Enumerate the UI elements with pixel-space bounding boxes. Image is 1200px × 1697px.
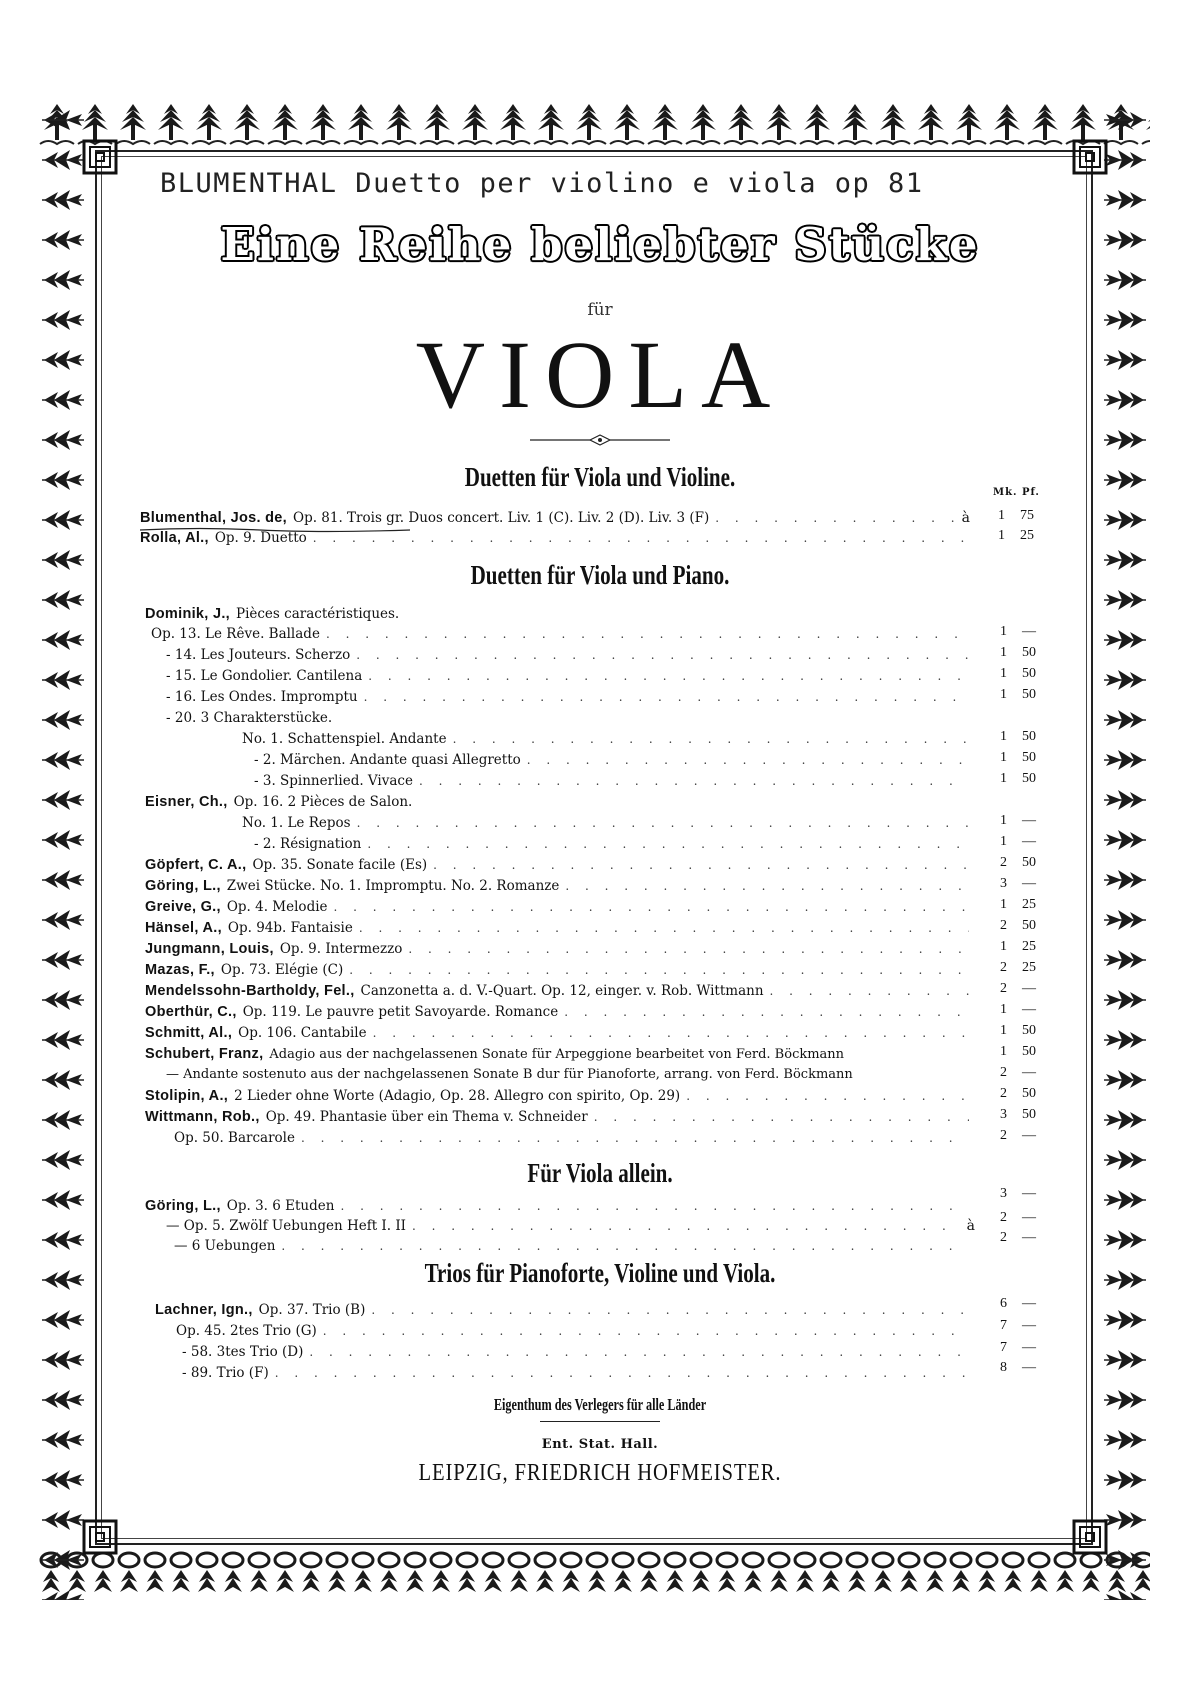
price-mk: 1 [1000, 729, 1007, 744]
leader-dots [527, 750, 969, 770]
entry-eisner-1 [236, 813, 975, 833]
work-description: - 2. Märchen. Andante quasi Allegretto [254, 752, 521, 768]
price-mk: 8 [1000, 1360, 1007, 1375]
work-description: Op. 50. Barcarole [174, 1130, 295, 1146]
work-description: Op. 37. Trio (B) [258, 1302, 366, 1318]
composer-name: Lachner, Ign., [155, 1302, 253, 1318]
entry-eisner-2 [248, 834, 975, 854]
price-pf: 75 [1020, 508, 1034, 523]
leader-dots [368, 666, 969, 686]
corner-ornament-top-left [78, 135, 122, 179]
entry-dominik-16 [160, 687, 975, 707]
price-pf: 25 [1022, 960, 1036, 975]
work-description: Canzonetta a. d. V.-Quart. Op. 12, einger. v. Rob. Wittmann [360, 983, 764, 999]
price-mk: 1 [1000, 624, 1007, 639]
work-description: - 2. Résignation [254, 836, 362, 852]
price-pf: — [1022, 1340, 1036, 1355]
each-mark: à [961, 510, 970, 526]
price-pf: — [1022, 834, 1036, 849]
work-description: Op. 9. Duetto [214, 530, 307, 546]
composer-name: Schubert, Franz, [145, 1046, 264, 1062]
price-mk: 1 [1000, 750, 1007, 765]
leader-dots [275, 1363, 969, 1383]
price-pf: — [1022, 1065, 1036, 1080]
leader-dots [357, 813, 969, 833]
ornamental-border-bottom [38, 1548, 1150, 1600]
leader-dots [281, 1236, 969, 1256]
leader-dots [334, 897, 969, 917]
leader-dots [367, 834, 969, 854]
leader-dots [419, 771, 969, 791]
composer-name: Eisner, Ch., [145, 794, 228, 810]
work-description: - 89. Trio (F) [182, 1365, 269, 1381]
price-pf: 50 [1022, 1107, 1036, 1122]
subtitle-fur: für [587, 300, 613, 320]
work-description: - 16. Les Ondes. Impromptu [166, 689, 358, 705]
work-description: Op. 106. Cantabile [238, 1025, 367, 1041]
price-pf: — [1022, 1318, 1036, 1333]
entry-dominik [145, 604, 975, 624]
leader-dots [356, 645, 969, 665]
leader-dots [371, 1300, 969, 1320]
composer-name: Mazas, F., [145, 962, 215, 978]
ornamental-border-top [38, 100, 1150, 150]
section-heading-violine: Duetten für Viola und Violine. [464, 462, 736, 492]
price-mk: 1 [1000, 813, 1007, 828]
section-heading-allein: Für Viola allein. [527, 1158, 673, 1188]
price-pf: 25 [1022, 939, 1036, 954]
entry-dominik-14 [160, 645, 975, 665]
each-mark: à [966, 1218, 975, 1234]
entry-lachner [155, 1300, 975, 1320]
price-pf: — [1022, 813, 1036, 828]
entry-goring-zwei [145, 876, 975, 896]
leader-dots [564, 1002, 969, 1022]
work-description: Op. 3. 6 Etuden [226, 1198, 335, 1214]
leader-dots [453, 729, 969, 749]
corner-ornament-bottom-left [78, 1515, 122, 1559]
section-heading-trios: Trios für Pianoforte, Violine und Viola. [424, 1258, 776, 1288]
entry-dominik-20-2 [248, 750, 975, 770]
entry-rolla [140, 528, 970, 548]
price-mk: 2 [1000, 1065, 1007, 1080]
corner-ornament-top-right [1068, 135, 1112, 179]
composer-name: Mendelssohn-Bartholdy, Fel., [145, 983, 355, 999]
work-description: Op. 16. 2 Pièces de Salon. [233, 794, 413, 810]
price-pf: 50 [1022, 687, 1036, 702]
work-description: - 14. Les Jouteurs. Scherzo [166, 647, 351, 663]
composer-name: Schmitt, Al., [145, 1025, 233, 1041]
work-description: Op. 4. Melodie [226, 899, 328, 915]
price-pf: 50 [1022, 1044, 1036, 1059]
entry-dominik-20-3 [248, 771, 975, 791]
price-mk: 7 [1000, 1340, 1007, 1355]
entry-oberthur [145, 1002, 975, 1022]
price-mk: 3 [1000, 1186, 1007, 1201]
price-mk: 1 [1000, 1002, 1007, 1017]
entry-jungmann [145, 939, 975, 959]
price-mk: 1 [1000, 897, 1007, 912]
leader-dots [770, 981, 969, 1001]
work-description: Op. 45. 2tes Trio (G) [176, 1323, 317, 1339]
leader-dots [349, 960, 969, 980]
price-mk: 2 [1000, 1128, 1007, 1143]
work-description: No. 1. Schattenspiel. Andante [242, 731, 447, 747]
entry-schubert [145, 1044, 985, 1064]
ornamental-border-right [1098, 100, 1150, 1600]
entry-schubert-2 [160, 1065, 990, 1085]
composer-name: Oberthür, C., [145, 1004, 237, 1020]
composer-name: Jungmann, Louis, [145, 941, 274, 957]
composer-name: Blumenthal, Jos. de, [140, 510, 287, 526]
price-pf: 50 [1022, 771, 1036, 786]
work-description: No. 1. Le Repos [242, 815, 351, 831]
composer-name: Greive, G., [145, 899, 221, 915]
registration-note: Ent. Stat. Hall. [541, 1437, 659, 1452]
work-description: Op. 119. Le pauvre petit Savoyarde. Romance [242, 1004, 559, 1020]
leader-dots [715, 508, 955, 528]
price-mk: 2 [1000, 1086, 1007, 1101]
price-pf: 50 [1022, 666, 1036, 681]
price-mk: 1 [1000, 834, 1007, 849]
leader-dots [359, 918, 969, 938]
work-description: - 15. Le Gondolier. Cantilena [166, 668, 363, 684]
entry-mendelssohn [145, 981, 975, 1001]
leader-dots [301, 1128, 969, 1148]
leader-dots [323, 1321, 969, 1341]
price-pf: — [1022, 1210, 1036, 1225]
price-mk: 2 [1000, 960, 1007, 975]
leader-dots [309, 1342, 969, 1362]
price-pf: 50 [1022, 1086, 1036, 1101]
price-mk: 3 [1000, 876, 1007, 891]
work-description: Adagio aus der nachgelassenen Sonate für Arpeggione bearbeitet von Ferd. Böckmann [269, 1047, 845, 1062]
entry-lachner-89 [176, 1363, 975, 1383]
entry-mazas [145, 960, 975, 980]
corner-ornament-bottom-right [1068, 1515, 1112, 1559]
leader-dots [364, 687, 969, 707]
entry-wittmann-50 [168, 1128, 975, 1148]
work-description: 2 Lieder ohne Worte (Adagio, Op. 28. Allegro con spirito, Op. 29) [234, 1088, 681, 1104]
work-description: — 6 Uebungen [174, 1238, 276, 1254]
composer-name: Dominik, J., [145, 606, 230, 622]
rights-notice: Eigenthum des Verlegers für alle Länder [493, 1395, 707, 1414]
price-mk: 2 [1000, 981, 1007, 996]
title: Eine Reihe beliebter Stücke [220, 218, 980, 271]
entry-gopfert [145, 855, 975, 875]
entry-lachner-58 [176, 1342, 975, 1362]
composer-name: Göpfert, C. A., [145, 857, 247, 873]
work-description: Op. 94b. Fantaisie [227, 920, 353, 936]
composer-name: Göring, L., [145, 1198, 221, 1214]
price-pf: — [1022, 1296, 1036, 1311]
entry-dominik-20-1 [236, 729, 975, 749]
leader-dots [326, 624, 969, 644]
ornamental-border-left [38, 100, 90, 1600]
price-mk: 1 [998, 508, 1005, 523]
price-pf: 25 [1022, 897, 1036, 912]
instrument-title: VIOLA [415, 321, 785, 428]
entry-hansel [145, 918, 975, 938]
composer-name: Göring, L., [145, 878, 221, 894]
price-mk: 1 [1000, 771, 1007, 786]
entry-greive [145, 897, 975, 917]
price-pf: 50 [1022, 750, 1036, 765]
composer-name: Rolla, Al., [140, 530, 209, 546]
divider-ornament [530, 432, 670, 446]
price-pf: — [1022, 1230, 1036, 1245]
publisher-imprint: LEIPZIG, FRIEDRICH HOFMEISTER. [418, 1460, 782, 1486]
work-description: Op. 35. Sonate facile (Es) [252, 857, 428, 873]
entry-stolipin [145, 1086, 975, 1106]
section-heading-piano: Duetten für Viola und Piano. [470, 560, 730, 590]
composer-name: Hänsel, A., [145, 920, 222, 936]
price-pf: — [1022, 981, 1036, 996]
leader-dots [412, 1216, 961, 1236]
work-description: Op. 81. Trois gr. Duos concert. Liv. 1 (C). Liv. 2 (D). Liv. 3 (F) [293, 510, 710, 526]
composer-name: Stolipin, A., [145, 1088, 229, 1104]
footer-rule [540, 1421, 660, 1422]
work-description: Op. 13. Le Rêve. Ballade [151, 626, 320, 642]
price-pf: — [1022, 1002, 1036, 1017]
price-pf: — [1022, 876, 1036, 891]
price-pf: — [1022, 1360, 1036, 1375]
entry-blumenthal [140, 508, 970, 528]
price-mk: 1 [1000, 1023, 1007, 1038]
work-description: Zwei Stücke. No. 1. Impromptu. No. 2. Romanze [226, 878, 560, 894]
price-mk: 2 [1000, 1210, 1007, 1225]
entry-dominik-13 [145, 624, 975, 644]
work-description: - 3. Spinnerlied. Vivace [254, 773, 413, 789]
price-pf: 25 [1020, 528, 1034, 543]
leader-dots [686, 1086, 969, 1106]
entry-eisner [145, 792, 975, 812]
entry-dominik-15 [160, 666, 975, 686]
entry-schmitt [145, 1023, 975, 1043]
price-mk: 3 [1000, 1107, 1007, 1122]
work-description: - 58. 3tes Trio (D) [182, 1344, 304, 1360]
work-description: Op. 9. Intermezzo [279, 941, 403, 957]
price-pf: — [1022, 1128, 1036, 1143]
composer-name: Wittmann, Rob., [145, 1109, 260, 1125]
work-description: Op. 73. Elégie (C) [220, 962, 344, 978]
price-column-header: Mk. Pf. [993, 487, 1040, 498]
price-pf: — [1022, 1186, 1036, 1201]
price-pf: — [1022, 624, 1036, 639]
leader-dots [373, 1023, 969, 1043]
price-mk: 1 [1000, 939, 1007, 954]
entry-goring-5 [160, 1216, 975, 1236]
work-description: — Op. 5. Zwölf Uebungen Heft I. II [166, 1218, 406, 1234]
price-mk: 1 [1000, 645, 1007, 660]
leader-dots [433, 855, 969, 875]
price-mk: 1 [1000, 666, 1007, 681]
leader-dots [340, 1196, 969, 1216]
price-mk: 2 [1000, 1230, 1007, 1245]
leader-dots [313, 528, 964, 548]
work-description: Pièces caractéristiques. [235, 606, 400, 622]
price-pf: 50 [1022, 645, 1036, 660]
work-description: Op. 49. Phantasie über ein Thema v. Schneider [265, 1109, 588, 1125]
entry-goring-3 [145, 1196, 975, 1216]
price-mk: 1 [998, 528, 1005, 543]
leader-dots [594, 1107, 969, 1127]
price-mk: 1 [1000, 1044, 1007, 1059]
price-mk: 7 [1000, 1318, 1007, 1333]
price-pf: 50 [1022, 729, 1036, 744]
price-mk: 2 [1000, 855, 1007, 870]
work-description: - 20. 3 Charakterstücke. [166, 710, 333, 726]
typed-header: BLUMENTHAL Duetto per violino e viola op 81 [160, 168, 924, 199]
entry-wittmann [145, 1107, 975, 1127]
price-pf: 50 [1022, 855, 1036, 870]
price-pf: 50 [1022, 918, 1036, 933]
price-mk: 6 [1000, 1296, 1007, 1311]
price-mk: 1 [1000, 687, 1007, 702]
entry-lachner-45 [170, 1321, 975, 1341]
price-mk: 2 [1000, 918, 1007, 933]
leader-dots [408, 939, 969, 959]
entry-dominik-20 [160, 708, 975, 728]
entry-goring-6 [168, 1236, 975, 1256]
price-pf: 50 [1022, 1023, 1036, 1038]
leader-dots [565, 876, 969, 896]
work-description: — Andante sostenuto aus der nachgelassenen Sonate B dur für Pianoforte, arrang. von Ferd. Böckmann [166, 1067, 853, 1082]
